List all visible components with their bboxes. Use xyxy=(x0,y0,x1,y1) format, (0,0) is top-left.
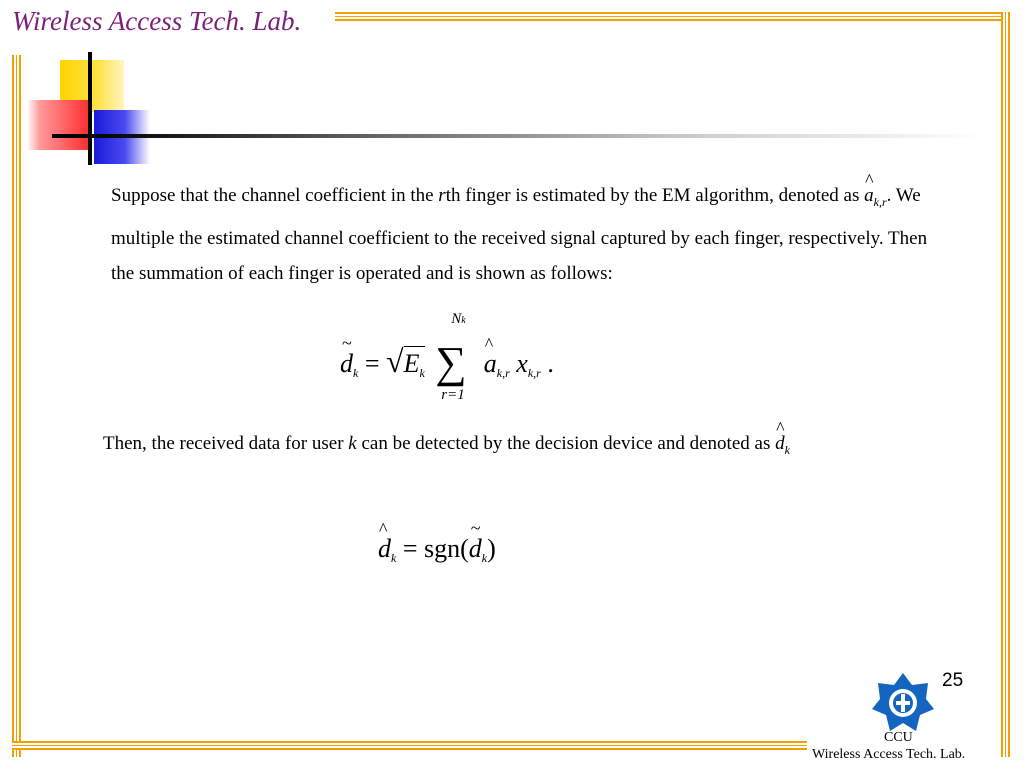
ccu-emblem-icon xyxy=(872,671,934,733)
border-right xyxy=(1001,12,1010,757)
decor-vertical-line xyxy=(88,52,92,165)
footer-institution: CCU xyxy=(884,730,913,745)
border-bottom xyxy=(12,741,807,750)
border-left xyxy=(12,55,21,757)
decor-horizontal-line xyxy=(52,134,982,138)
summation-symbol: ∑ Nk r=1 xyxy=(435,311,467,404)
border-top xyxy=(335,12,1010,21)
page-number: 25 xyxy=(942,670,964,691)
inline-a-hat-kr: a ^ $_{k,r}$ xyxy=(864,170,887,209)
slide-header-title: Wireless Access Tech. Lab. xyxy=(12,6,302,36)
equation-summation: d ~ $_k = √E_k$ ∑ Nk r=1 a ^ $_{k,r}$ $x_{k,r}$ . xyxy=(340,311,554,404)
paragraph-decision: Then, the received data for user k can be detected by the decision device and denoted as d ^ $_k$ xyxy=(103,418,790,457)
inline-d-hat-k: d ^ $_k$ xyxy=(775,418,790,457)
paragraph-intro: Suppose that the channel coefficient in the rth finger is estimated by the EM algorithm, denoted as a ^ $_{k,r}$. We multiple the estimated channel coefficient to the received signal captured by each finger, respectively. Then the summation of each finger is operated and is shown as follows: xyxy=(111,170,928,284)
equation-sign-decision: d ^ $_k$ = sgn(d ~ $_k$) xyxy=(378,518,496,565)
decor-red-square xyxy=(27,100,91,150)
footer-lab-name: Wireless Access Tech. Lab. xyxy=(812,747,966,762)
